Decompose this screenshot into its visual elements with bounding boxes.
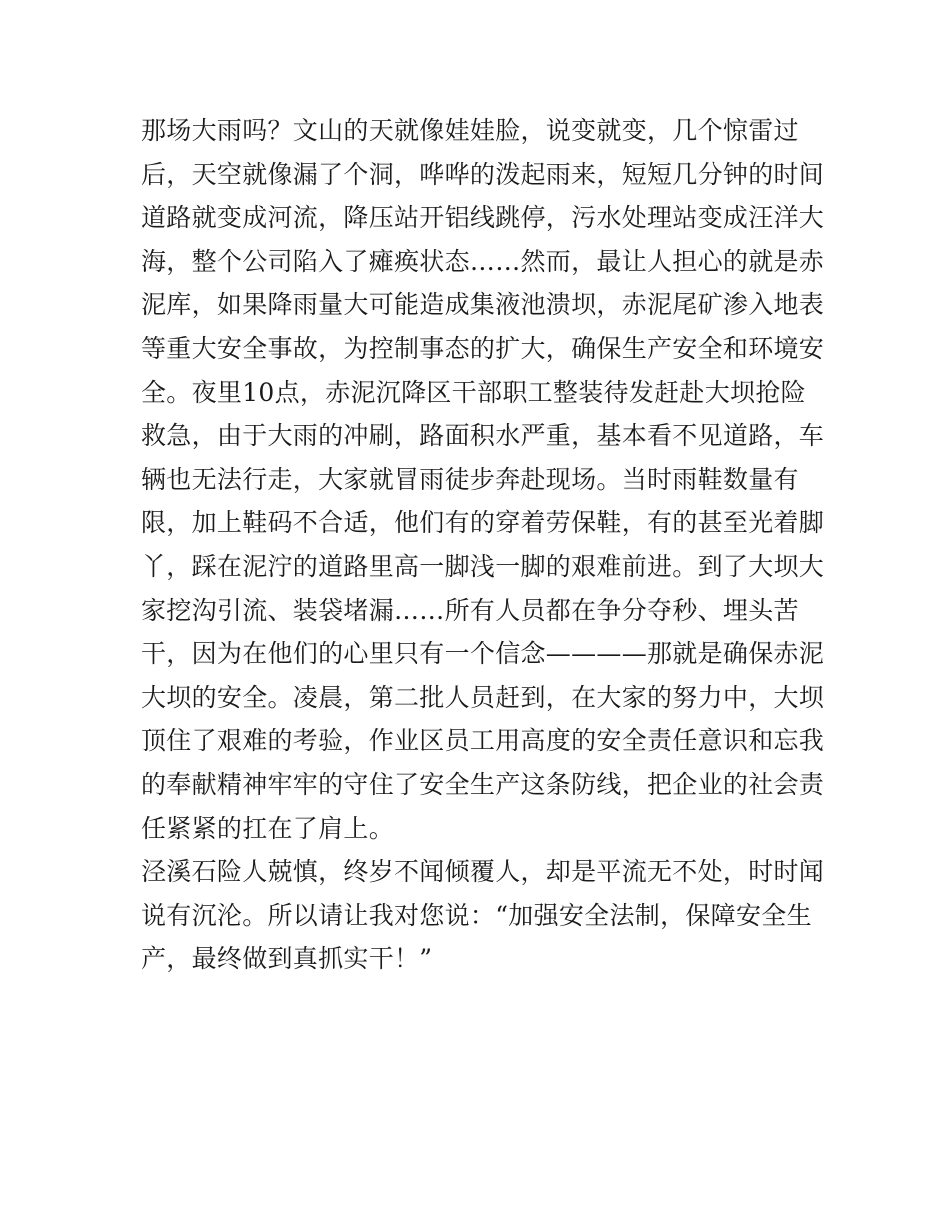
text-line: 辆也无法行走，大家就冒雨徒步奔赴现场。当时雨鞋数量有 [141, 464, 799, 494]
text-line: 限，加上鞋码不合适，他们有的穿着劳保鞋，有的甚至光着脚 [141, 508, 825, 538]
text-line: 的奉献精神牢牢的守住了安全生产这条防线，把企业的社会责 [141, 769, 825, 799]
text-line: 丫，踩在泥泞的道路里高一脚浅一脚的艰难前进。到了大坝大 [141, 551, 825, 581]
text-line: 后，天空就像漏了个洞，哗哗的泼起雨来，短短几分钟的时间 [141, 159, 825, 189]
text-line: 等重大安全事故，为控制事态的扩大，确保生产安全和环境安 [141, 333, 825, 363]
text-line: 干，因为在他们的心里只有一个信念————那就是确保赤泥 [141, 639, 825, 669]
text-line: 泥库，如果降雨量大可能造成集液池溃坝，赤泥尾矿渗入地表 [141, 290, 825, 320]
text-line: 说有沉沦。所以请让我对您说：“加强安全法制，保障安全生 [141, 900, 812, 930]
text-line: 道路就变成河流，降压站开铝线跳停，污水处理站变成汪洋大 [141, 203, 825, 233]
text-line: 家挖沟引流、装袋堵漏……所有人员都在争分夺秒、埋头苦 [141, 595, 799, 625]
text-line: 海，整个公司陷入了瘫痪状态……然而，最让人担心的就是赤 [141, 246, 825, 276]
text-line: 救急，由于大雨的冲刷，路面积水严重，基本看不见道路，车 [141, 421, 825, 451]
text-line: 大坝的安全。凌晨，第二批人员赶到，在大家的努力中，大坝 [141, 682, 825, 712]
text-line: 那场大雨吗？文山的天就像娃娃脸，说变就变，几个惊雷过 [141, 116, 799, 145]
text-line: 顶住了艰难的考验，作业区员工用高度的安全责任意识和忘我 [141, 726, 825, 756]
text-line: 泾溪石险人兢慎，终岁不闻倾覆人，却是平流无不处，时时闻 [141, 857, 825, 887]
paragraph-2 [141, 850, 825, 981]
text-line: 产，最终做到真抓实干！” [141, 944, 433, 974]
document-body [141, 109, 825, 981]
paragraph-1 [141, 109, 825, 850]
text-line: 任紧紧的扛在了肩上。 [141, 813, 395, 843]
text-line: 全。夜里10点，赤泥沉降区干部职工整装待发赶赴大坝抢险 [141, 377, 806, 407]
